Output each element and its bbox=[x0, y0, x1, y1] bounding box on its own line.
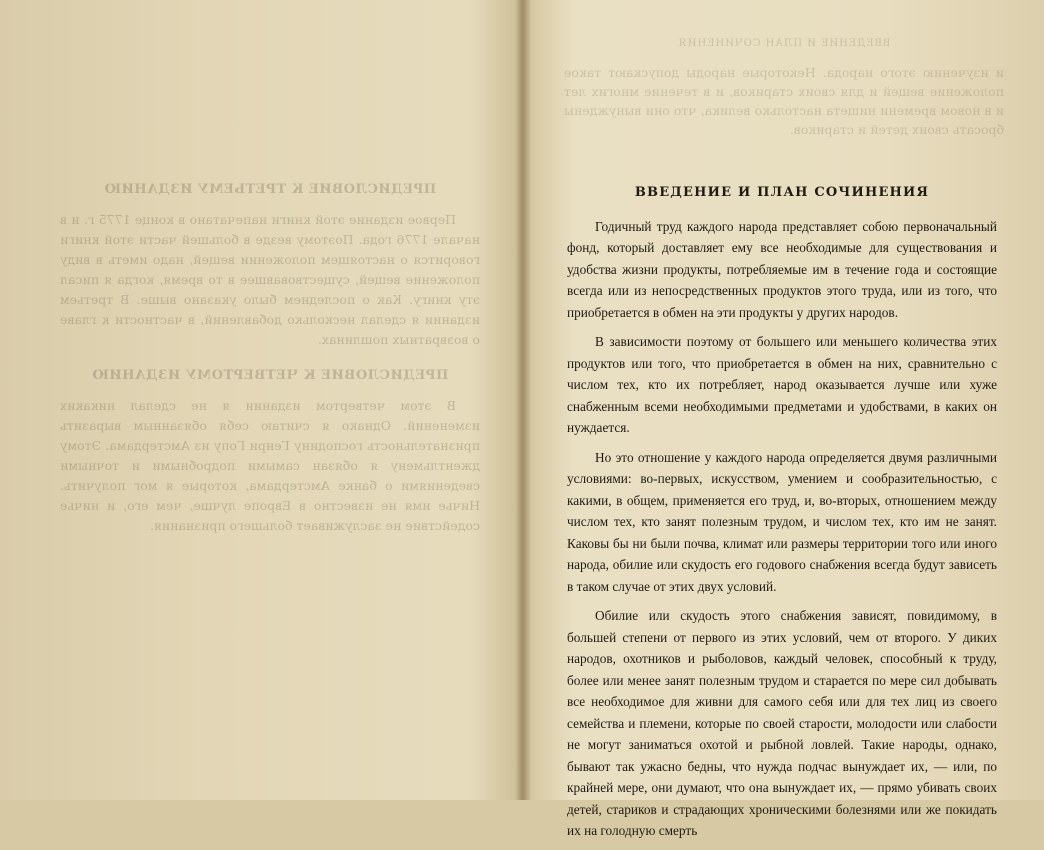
paragraph: Годичный труд каждого народа представляет собою первоначальный фонд, который доставляет ему все необходимые для существования и удобства жизни продукты, потребляемые им в течение года и состоящие всегда или из непосредственных продуктов этого труда, или из того, что приобретается в обмен на эти продукты у других народов. bbox=[567, 218, 997, 320]
chapter-title: ВВЕДЕНИЕ И ПЛАН СОЧИНЕНИЯ bbox=[634, 185, 930, 200]
paragraph: Но это отношение у каждого народа определяется двумя различными условиями: во-первых, искусством, умением и сообразительностью, с какими, в общем, применяется его труд, и, во-вторых, отношением между числом тех, кто занят полезным трудом, и числом тех, кто им не занят. Каковы бы ни были почва, климат или размеры территории того или иного народа, обилие или скудость его годового снабжения всегда будут зависеть в таком случае от этих двух условий. bbox=[567, 449, 997, 594]
paragraph: Обилие или скудость этого снабжения зависят, повидимому, в большей степени от первого из этих условий, чем от второго. У диких народов, охотников и рыболовов, каждый человек, способный к труду, более или менее занят полезным трудом и старается по мере сил добывать все необходимое для живни для самого себя или для тех лиц из своего семейства и племени, которые по своей старости, молодости или слабости не могут заниматься охотой и рыбной ловлей. Такие народы, однако, бывают так ужасно бедны, что нужда подчас вынуждает их, — или, по крайней мере, они думают, что она вынуждает их, — прямо убивать своих детей, стариков и страдающих хроническими болезнями или же покидать их на голодную смерть bbox=[567, 608, 997, 838]
right-page bbox=[524, 0, 1044, 838]
left-page bbox=[0, 0, 520, 800]
bleed-heading-third-edition: ПРЕДИСЛОВИЕ К ТРЕТЬЕМУ ИЗДАНИЮ bbox=[103, 182, 437, 197]
bleed-running-head: ВВЕДЕНИЕ И ПЛАН СОЧИНЕНИЯ bbox=[677, 38, 891, 49]
bleed-heading-fourth-edition: ПРЕДИСЛОВИЕ К ЧЕТВЕРТОМУ ИЗДАНИЮ bbox=[91, 368, 449, 383]
bleed-text: и изучению этого народа. Некоторые народы допускают такое положение вещей и для своих стариков, и в течение многих лет и в новом времени нищета настолько велика, что они вынуждены бросать своих детей и стариков. bbox=[564, 65, 1004, 137]
left-page-bleed-through bbox=[60, 180, 480, 552]
chapter-content bbox=[567, 182, 997, 850]
bleed-paragraph-fourth-edition: В этом четвертом издании я не сделал никаких изменений. Однако я считаю себя обязанным выразить признательность господину Генри Гопу из Амстердама. Этому джентльмену я обязан самыми подробными и точными сведениями о банке Амстердама, которые я мог получить. Ничье имя не известно в Европе лучше, чем его, и ничье содействие не заслуживает большего признания. bbox=[60, 398, 480, 533]
bleed-paragraph-third-edition: Первое издание этой книги напечатано в конце 1775 г. и в начале 1776 года. Поэтому везде в большей части этой книги говорится о настоящем положении вещей, надо иметь в виду положение вещей, существовавшее в то время, когда я писал эту книгу. Как о последнем было указано выше. В третьем издании я сделал несколько добавлений, в частности к главе о возвратных пошлинах. bbox=[60, 212, 480, 347]
right-page-bleed-through bbox=[564, 34, 1004, 139]
paragraph: В зависимости поэтому от большего или меньшего количества этих продуктов или того, что приобретается в обмен на них, сравнительно с числом тех, кто их потребляет, народ оказывается лучше или хуже снабженным всеми необходимыми предметами и удобствами, в каких он нуждается. bbox=[567, 334, 997, 435]
